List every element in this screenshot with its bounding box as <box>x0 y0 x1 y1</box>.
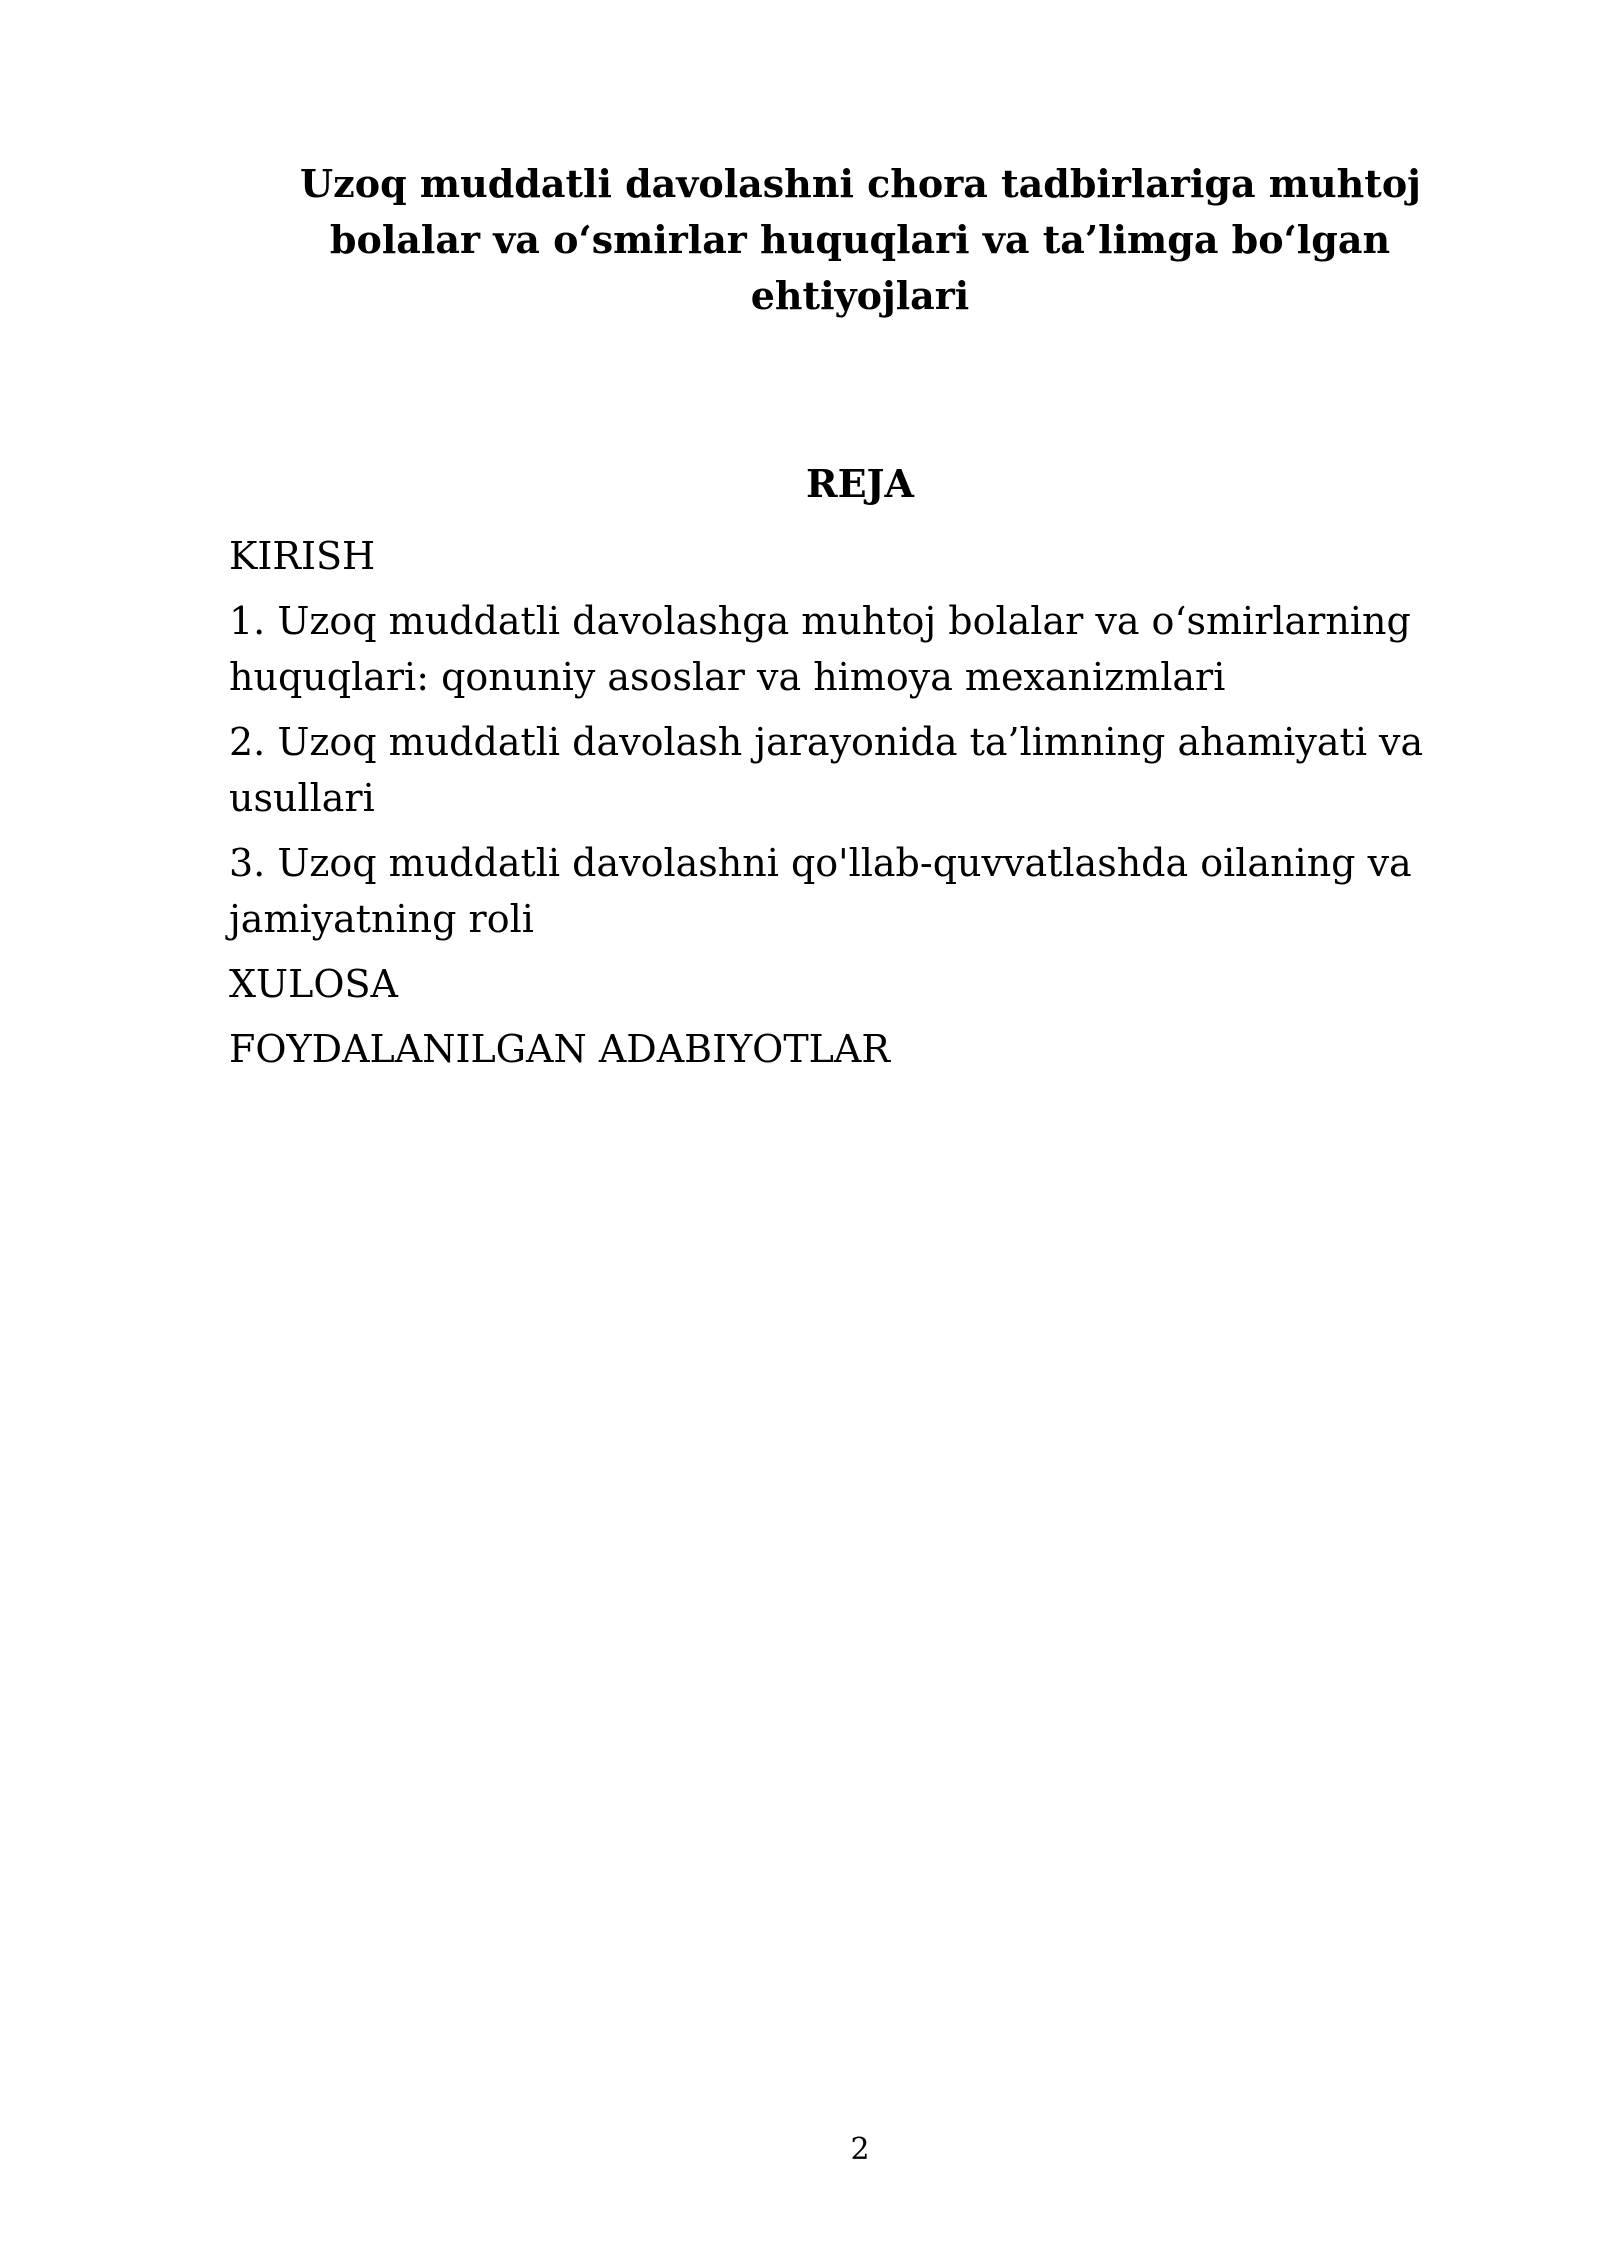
plan-item-chapter-1 <box>229 593 1429 705</box>
title-line-3: ehtiyojlari <box>750 273 970 318</box>
plan-item-line: 2. Uzoq muddatli davolash jarayonida ta’limning ahamiyati va <box>229 720 1424 764</box>
plan-item-line: KIRISH <box>229 534 376 578</box>
plan-list <box>229 528 1429 1086</box>
plan-item-line: 1. Uzoq muddatli davolashga muhtoj bolalar va o‘smirlarning <box>229 599 1411 643</box>
page-number: 2 <box>850 2132 870 2167</box>
plan-item-references <box>229 1021 1429 1077</box>
plan-item-chapter-3 <box>229 835 1429 947</box>
plan-item-line: jamiyatning roli <box>229 897 534 941</box>
plan-item-line: FOYDALANILGAN ADABIYOTLAR <box>229 1027 890 1071</box>
title-line-1: Uzoq muddatli davolashni chora tadbirlariga muhtoj <box>300 161 1421 206</box>
plan-item-conclusion <box>229 956 1429 1012</box>
document-title <box>300 156 1420 324</box>
plan-item-line: XULOSA <box>229 962 398 1006</box>
plan-item-line: usullari <box>229 776 375 820</box>
plan-item-line: huquqlari: qonuniy asoslar va himoya mexanizmlari <box>229 655 1226 699</box>
plan-item-line: 3. Uzoq muddatli davolashni qo'llab-quvvatlashda oilaning va <box>229 841 1412 885</box>
plan-heading: REJA <box>805 461 914 506</box>
plan-item-introduction <box>229 528 1429 584</box>
title-line-2: bolalar va o‘smirlar huquqlari va ta’limga bo‘lgan <box>329 217 1391 262</box>
plan-item-chapter-2 <box>229 714 1429 826</box>
